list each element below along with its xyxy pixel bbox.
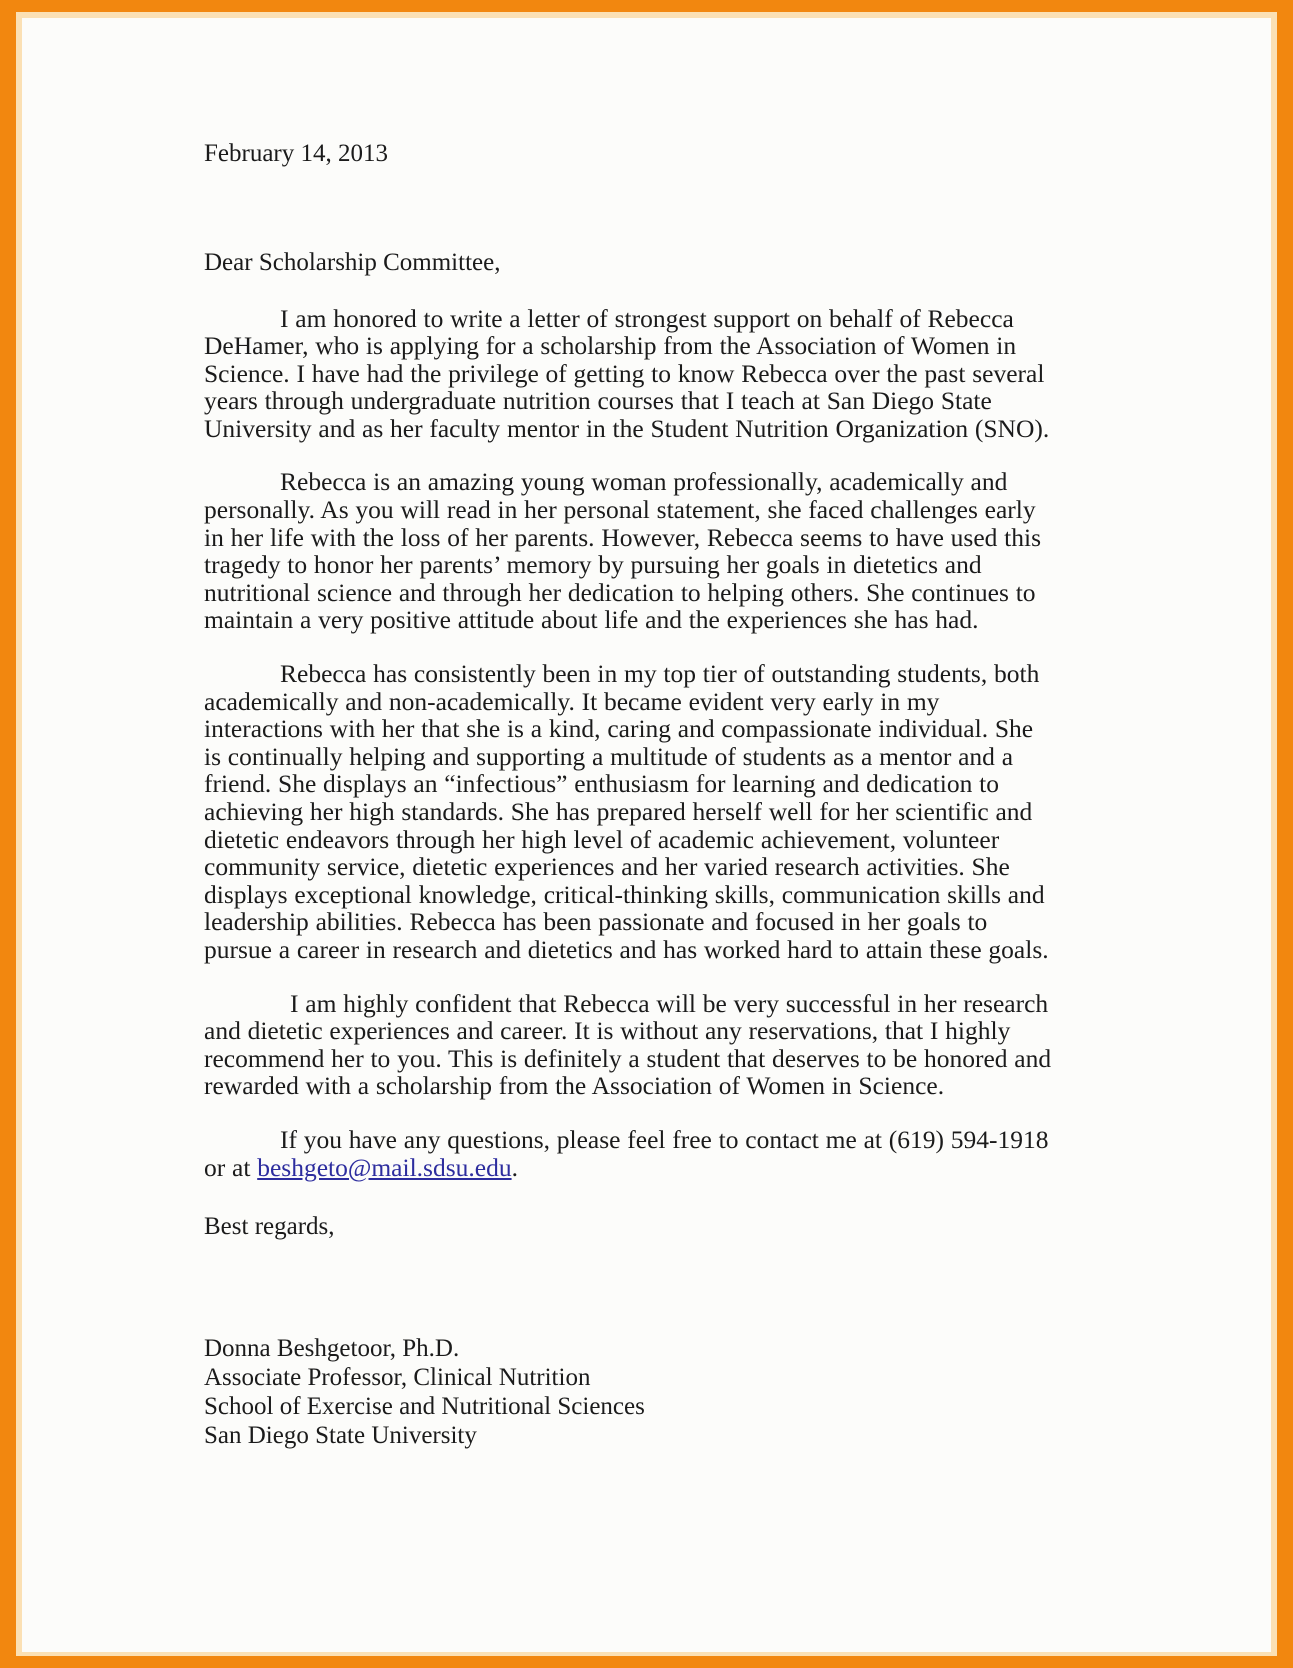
letter-paragraph-1: I am honored to write a letter of strongest support on behalf of Rebecca DeHamer, who is applying for a scholarship from the Association of Women in Science. I have had the privilege of getting to know Rebecca over the past several years through undergraduate nutrition courses that I teach at San Diego State University and as her faculty mentor in the Student Nutrition Organization (SNO). xyxy=(204,303,1050,443)
signature-title: Associate Professor, Clinical Nutrition xyxy=(204,1364,591,1392)
signature-institution: San Diego State University xyxy=(204,1422,477,1450)
signature-name: Donna Beshgetoor, Ph.D. xyxy=(204,1335,460,1363)
letter-salutation: Dear Scholarship Committee, xyxy=(204,249,501,277)
letter-page xyxy=(22,18,1271,1652)
letter-paragraph-2: Rebecca is an amazing young woman professionally, academically and personally. As you will read in her personal statement, she faced challenges early in her life with the loss of her parents. However, Rebecca seems to have used this tragedy to honor her parents’ memory by pursuing her goals in dietetics and nutritional science and through her dedication to helping others. She continues to maintain a very positive attitude about life and the experiences she has had. xyxy=(204,467,1042,635)
letter-content xyxy=(182,138,1054,1450)
letter-date: February 14, 2013 xyxy=(204,140,388,167)
contact-text-after-email: . xyxy=(511,1152,518,1182)
letter-closing: Best regards, xyxy=(204,1213,335,1241)
signature-department: School of Exercise and Nutritional Sciences xyxy=(204,1393,645,1421)
email-link[interactable]: beshgeto@mail.sdsu.edu xyxy=(257,1152,512,1182)
letter-paragraph-4: I am highly confident that Rebecca will be very successful in her research and dietetic experiences and career. It is without any reservations, that I highly recommend her to you. This is definitely a student that deserves to be honored and rewarded with a scholarship from the Association of Women in Science. xyxy=(204,988,1052,1101)
letter-paragraph-3: Rebecca has consistently been in my top tier of outstanding students, both academically and non-academically. It became evident very early in my interactions with her that she is a kind, caring and compassionate individual. She is continually helping and supporting a multitude of students as a mentor and a friend. She displays an “infectious” enthusiasm for learning and dedication to achieving her high standards. She has prepared herself well for her scientific and dietetic endeavors through her high level of academic achievement, volunteer community service, dietetic experiences and her varied research activities. She displays exceptional knowledge, critical-thinking skills, communication skills and leadership abilities. Rebecca has been passionate and focused in her goals to pursue a career in research and dietetics and has worked hard to attain these goals. xyxy=(204,659,1049,964)
signature-block xyxy=(204,1334,1054,1450)
letter-contact-paragraph xyxy=(204,1126,1054,1181)
contact-text-before-email: If you have any questions, please feel free to contact me at (619) 594-1918 or at xyxy=(204,1124,1049,1182)
